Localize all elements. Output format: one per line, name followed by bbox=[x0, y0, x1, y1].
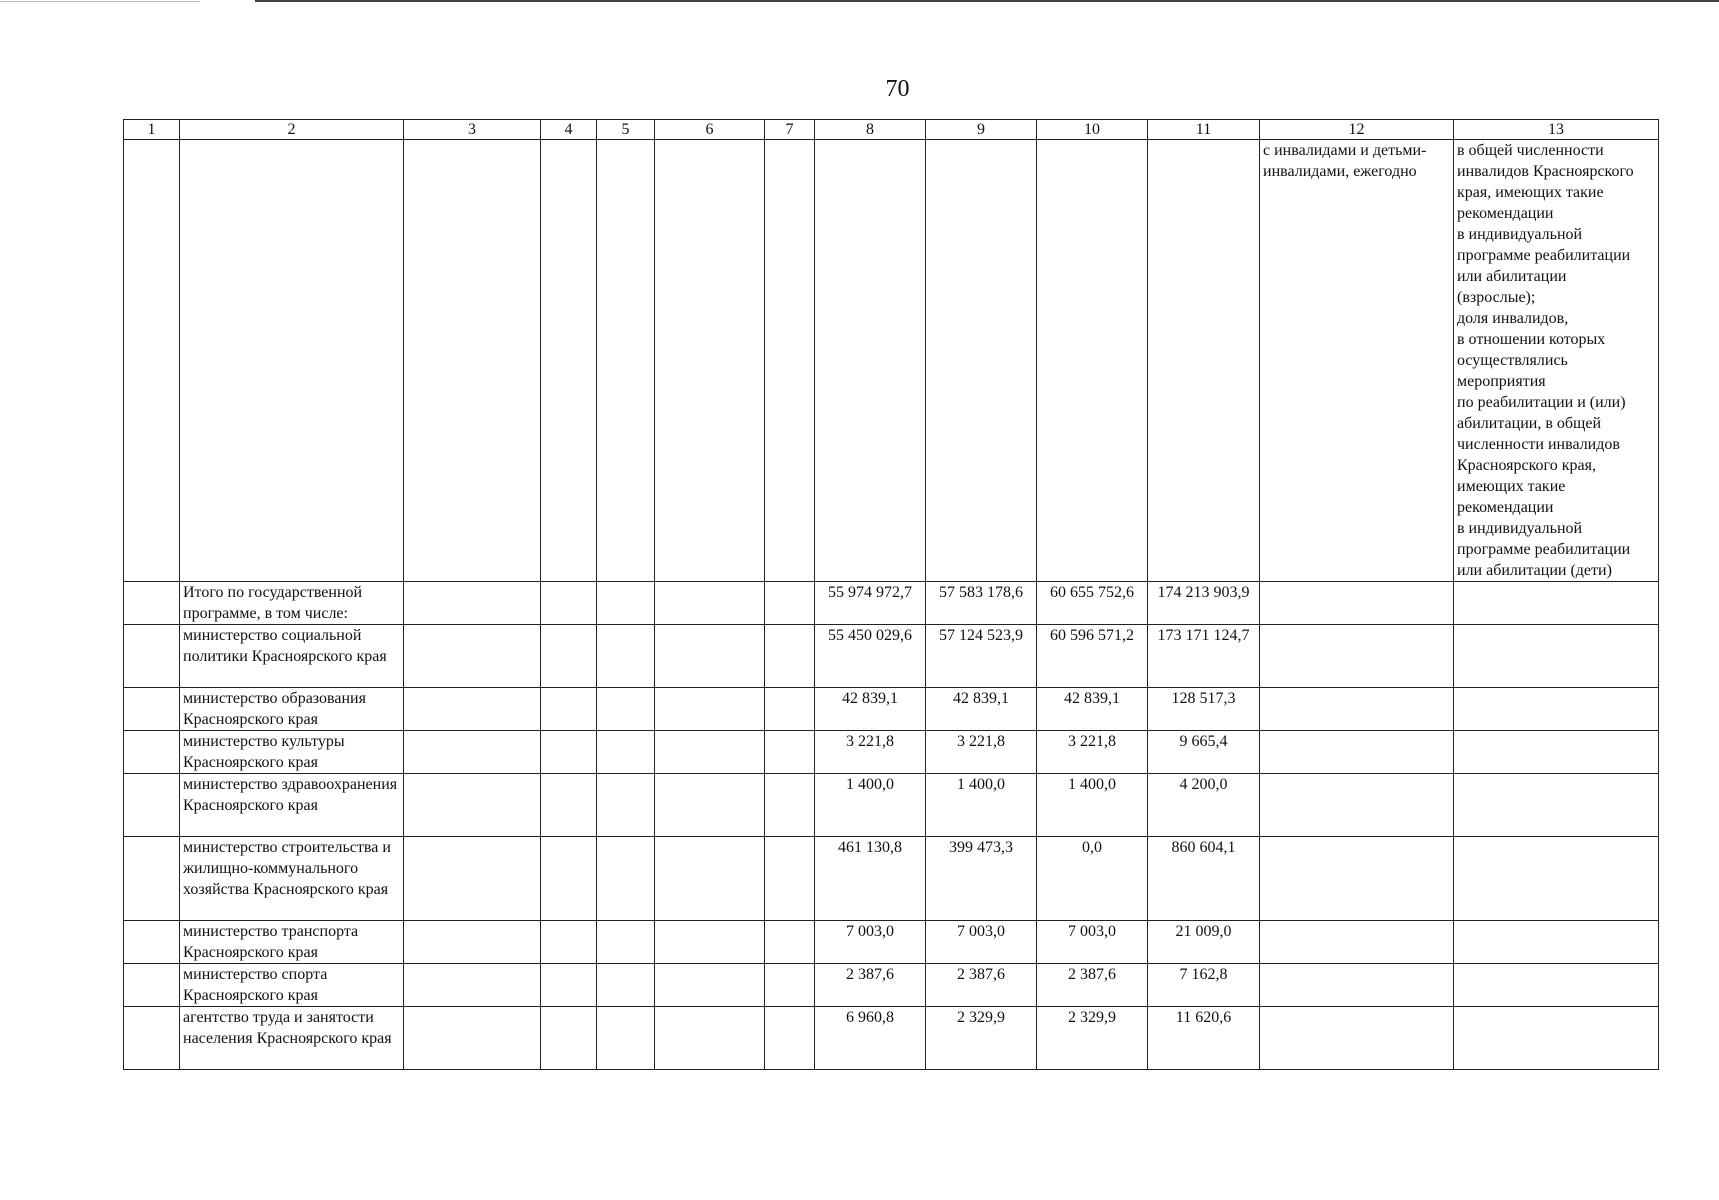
text-line: доля инвалидов, bbox=[1457, 310, 1569, 327]
indicator-text-col12: с инвалидами и детьми-инвалидами, ежегодно bbox=[1260, 140, 1454, 582]
header-cell: 12 bbox=[1260, 120, 1454, 140]
header-cell: 6 bbox=[655, 120, 765, 140]
value-col11: 11 620,6 bbox=[1148, 1007, 1260, 1070]
table-row bbox=[124, 774, 1659, 837]
text-line: осуществлялись bbox=[1457, 352, 1568, 369]
text-line: абилитации, в общей bbox=[1457, 415, 1602, 432]
value-col8: 6 960,8 bbox=[815, 1007, 926, 1070]
value-col10: 42 839,1 bbox=[1037, 688, 1148, 731]
text-line: программе реабилитации bbox=[1457, 247, 1631, 264]
table-cell bbox=[541, 140, 597, 582]
value-col11: 173 171 124,7 bbox=[1148, 625, 1260, 688]
value-col9: 3 221,8 bbox=[926, 731, 1037, 774]
indicator-text-col13 bbox=[1454, 140, 1659, 582]
text-line: имеющих такие bbox=[1457, 478, 1566, 495]
value-col8: 7 003,0 bbox=[815, 921, 926, 964]
value-col10: 60 655 752,6 bbox=[1037, 582, 1148, 625]
row-name: министерство строительства и жилищно-коммунального хозяйства Красноярского края bbox=[180, 837, 404, 921]
table-row bbox=[124, 731, 1659, 774]
row-name: министерство спорта Красноярского края bbox=[180, 964, 404, 1007]
table-cell bbox=[765, 140, 815, 582]
value-col9: 57 124 523,9 bbox=[926, 625, 1037, 688]
table-row bbox=[124, 837, 1659, 921]
header-cell: 2 bbox=[180, 120, 404, 140]
value-col9: 7 003,0 bbox=[926, 921, 1037, 964]
value-col10: 2 387,6 bbox=[1037, 964, 1148, 1007]
value-col9: 1 400,0 bbox=[926, 774, 1037, 837]
text-line: в индивидуальной bbox=[1457, 520, 1583, 537]
table-row bbox=[124, 964, 1659, 1007]
table-row bbox=[124, 921, 1659, 964]
table-cell bbox=[180, 140, 404, 582]
header-cell: 3 bbox=[404, 120, 541, 140]
header-row bbox=[124, 120, 1659, 140]
text-line: программе реабилитации bbox=[1457, 541, 1631, 558]
text-line: Красноярского края, bbox=[1457, 457, 1596, 474]
text-line: инвалидов Красноярского bbox=[1457, 163, 1634, 180]
header-cell: 4 bbox=[541, 120, 597, 140]
value-col11: 174 213 903,9 bbox=[1148, 582, 1260, 625]
header-cell: 11 bbox=[1148, 120, 1260, 140]
text-line: в общей численности bbox=[1457, 142, 1604, 159]
value-col9: 2 387,6 bbox=[926, 964, 1037, 1007]
budget-table bbox=[123, 119, 1659, 1070]
header-cell: 10 bbox=[1037, 120, 1148, 140]
page-number: 70 bbox=[885, 76, 910, 102]
value-col10: 1 400,0 bbox=[1037, 774, 1148, 837]
value-col8: 55 450 029,6 bbox=[815, 625, 926, 688]
value-col8: 55 974 972,7 bbox=[815, 582, 926, 625]
value-col8: 42 839,1 bbox=[815, 688, 926, 731]
table-cell bbox=[815, 140, 926, 582]
table-row bbox=[124, 688, 1659, 731]
value-col11: 7 162,8 bbox=[1148, 964, 1260, 1007]
value-col11: 128 517,3 bbox=[1148, 688, 1260, 731]
value-col11: 4 200,0 bbox=[1148, 774, 1260, 837]
header-cell: 1 bbox=[124, 120, 180, 140]
row-name: министерство здравоохранения Красноярского края bbox=[180, 774, 404, 837]
header-cell: 8 bbox=[815, 120, 926, 140]
value-col10: 7 003,0 bbox=[1037, 921, 1148, 964]
top-rule-right bbox=[255, 0, 1719, 2]
text-line: рекомендации bbox=[1457, 499, 1554, 516]
value-col9: 399 473,3 bbox=[926, 837, 1037, 921]
value-col9: 2 329,9 bbox=[926, 1007, 1037, 1070]
text-line: по реабилитации и (или) bbox=[1457, 394, 1626, 411]
value-col9: 57 583 178,6 bbox=[926, 582, 1037, 625]
top-rule bbox=[0, 0, 1719, 3]
table-cell bbox=[404, 140, 541, 582]
value-col8: 3 221,8 bbox=[815, 731, 926, 774]
value-col11: 860 604,1 bbox=[1148, 837, 1260, 921]
value-col8: 2 387,6 bbox=[815, 964, 926, 1007]
row-name: министерство социальной политики Красноярского края bbox=[180, 625, 404, 688]
header-cell: 13 bbox=[1454, 120, 1659, 140]
row-name: министерство культуры Красноярского края bbox=[180, 731, 404, 774]
value-col9: 42 839,1 bbox=[926, 688, 1037, 731]
table-cell bbox=[926, 140, 1037, 582]
header-cell: 9 bbox=[926, 120, 1037, 140]
table-row bbox=[124, 582, 1659, 625]
row-name: министерство транспорта Красноярского края bbox=[180, 921, 404, 964]
header-cell: 7 bbox=[765, 120, 815, 140]
value-col8: 461 130,8 bbox=[815, 837, 926, 921]
top-rule-left bbox=[0, 1, 200, 2]
row-name: министерство образования Красноярского края bbox=[180, 688, 404, 731]
text-line: или абилитации (дети) bbox=[1457, 562, 1612, 579]
value-col10: 2 329,9 bbox=[1037, 1007, 1148, 1070]
value-col10: 0,0 bbox=[1037, 837, 1148, 921]
table-cell bbox=[597, 140, 655, 582]
text-line: или абилитации bbox=[1457, 268, 1567, 285]
value-col10: 60 596 571,2 bbox=[1037, 625, 1148, 688]
intro-row bbox=[124, 140, 1659, 582]
table-cell bbox=[1148, 140, 1260, 582]
value-col8: 1 400,0 bbox=[815, 774, 926, 837]
table-cell bbox=[1037, 140, 1148, 582]
value-col10: 3 221,8 bbox=[1037, 731, 1148, 774]
row-name: агентство труда и занятости населения Красноярского края bbox=[180, 1007, 404, 1070]
table-row bbox=[124, 1007, 1659, 1070]
text-line: численности инвалидов bbox=[1457, 436, 1620, 453]
text-line: мероприятия bbox=[1457, 373, 1546, 390]
text-line: в индивидуальной bbox=[1457, 226, 1583, 243]
text-line: рекомендации bbox=[1457, 205, 1554, 222]
value-col11: 9 665,4 bbox=[1148, 731, 1260, 774]
table-row bbox=[124, 625, 1659, 688]
text-line: в отношении которых bbox=[1457, 331, 1606, 348]
text-line: (взрослые); bbox=[1457, 289, 1536, 306]
header-cell: 5 bbox=[597, 120, 655, 140]
value-col11: 21 009,0 bbox=[1148, 921, 1260, 964]
text-line: края, имеющих такие bbox=[1457, 184, 1604, 201]
table-cell bbox=[655, 140, 765, 582]
table-cell bbox=[124, 140, 180, 582]
row-name: Итого по государственной программе, в том числе: bbox=[180, 582, 404, 625]
